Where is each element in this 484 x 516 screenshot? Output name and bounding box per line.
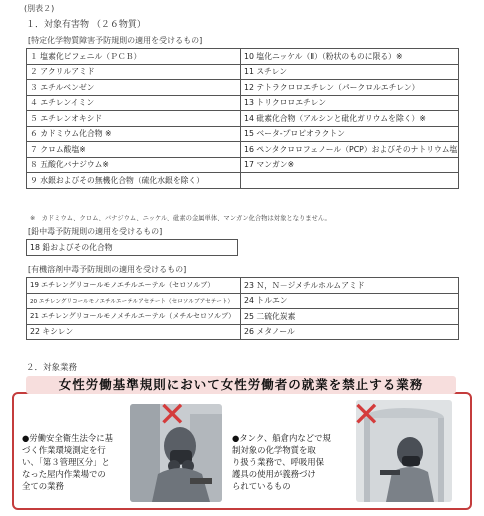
attachment-label: (別表２)	[24, 4, 55, 13]
table-cell: 21 エチレングリコールモノメチルエーテル（メチルセロソルブ）	[27, 309, 241, 325]
yuuki-table	[26, 277, 459, 340]
table-cell: 24 トルエン	[241, 293, 459, 309]
table-cell: 18 鉛およびその化合物	[27, 240, 238, 256]
tokka-table	[26, 48, 459, 189]
table-cell: 23 Ｎ，Ｎ－ジメチルホルムアミド	[241, 278, 459, 294]
table-row	[27, 173, 459, 189]
table-cell: 14 砒素化合物（アルシンと砒化ガリウムを除く）※	[241, 111, 459, 127]
note-text: ※ カドミウム、クロム、バナジウム、ニッケル、砒素の金属単体、マンガン化合物は対象となりません。	[30, 215, 331, 222]
table-cell: ３ エチルベンゼン	[27, 80, 241, 96]
section1-title: １．対象有害物 （２６物質）	[26, 20, 146, 30]
namari-header: [鉛中毒予防規則の適用を受けるもの]	[28, 227, 163, 236]
table-row	[27, 80, 459, 96]
namari-table	[26, 239, 238, 256]
table-cell: 19 エチレングリコールモノエチルエーテル（セロソルブ）	[27, 278, 241, 294]
table-cell-empty	[241, 173, 459, 189]
table-row	[27, 309, 459, 325]
table-cell: 20 エチレングリコールモノエチルエーテルアセテート（セロソルブアセテート）	[27, 293, 241, 309]
business-item-right: ●タンク、船倉内などで規 制対象の化学物質を取 り扱う業務で、呼吸用保 護具の使用が義務づけ られているもの	[232, 433, 331, 491]
table-cell: 16 ペンタクロロフェノール（PCP）およびそのナトリウム塩	[241, 142, 459, 158]
table-cell: １ 塩素化ビフェニル（ＰＣＢ）	[27, 49, 241, 65]
table-row	[27, 157, 459, 173]
business-item-left: ●労働安全衛生法令に基 づく作業環境測定を行 い、「第３管理区分」と なった屋内作業場での 全ての業務	[22, 433, 114, 491]
table-row	[27, 324, 459, 340]
table-cell: ９ 水銀およびその無機化合物（硫化水銀を除く）	[27, 173, 241, 189]
table-cell: ４ エチレンイミン	[27, 95, 241, 111]
table-row	[27, 240, 238, 256]
prohibited-x-icon: ✕	[352, 395, 381, 435]
yuuki-header: [有機溶剤中毒予防規則の適用を受けるもの]	[28, 265, 187, 274]
table-cell: ２ アクリルアミド	[27, 64, 241, 80]
table-cell: 26 メタノール	[241, 324, 459, 340]
table-row	[27, 49, 459, 65]
table-row	[27, 95, 459, 111]
table-cell: ７ クロム酸塩※	[27, 142, 241, 158]
prohibited-business-banner: 女性労働基準規則において女性労働者の就業を禁止する業務	[26, 376, 456, 394]
table-cell: 13 トリクロロエチレン	[241, 95, 459, 111]
table-cell: 10 塩化ニッケル（Ⅱ）（粉状のものに限る）※	[241, 49, 459, 65]
table-cell: 12 テトラクロロエチレン（パークロルエチレン）	[241, 80, 459, 96]
table-cell: 22 キシレン	[27, 324, 241, 340]
table-cell: 25 二硫化炭素	[241, 309, 459, 325]
tokka-header: [特定化学物質障害予防規則の適用を受けるもの]	[28, 36, 203, 45]
table-row	[27, 64, 459, 80]
table-row	[27, 111, 459, 127]
table-cell: 15 ベータ-プロピオラクトン	[241, 126, 459, 142]
table-row	[27, 293, 459, 309]
prohibited-x-icon: ✕	[158, 395, 187, 435]
table-row	[27, 142, 459, 158]
table-row	[27, 126, 459, 142]
table-cell: ８ 五酸化バナジウム※	[27, 157, 241, 173]
section2-title: ２．対象業務	[26, 363, 78, 373]
table-cell: ５ エチレンオキシド	[27, 111, 241, 127]
table-cell: 17 マンガン※	[241, 157, 459, 173]
table-cell: 11 スチレン	[241, 64, 459, 80]
table-row	[27, 278, 459, 294]
table-cell: ６ カドミウム化合物 ※	[27, 126, 241, 142]
